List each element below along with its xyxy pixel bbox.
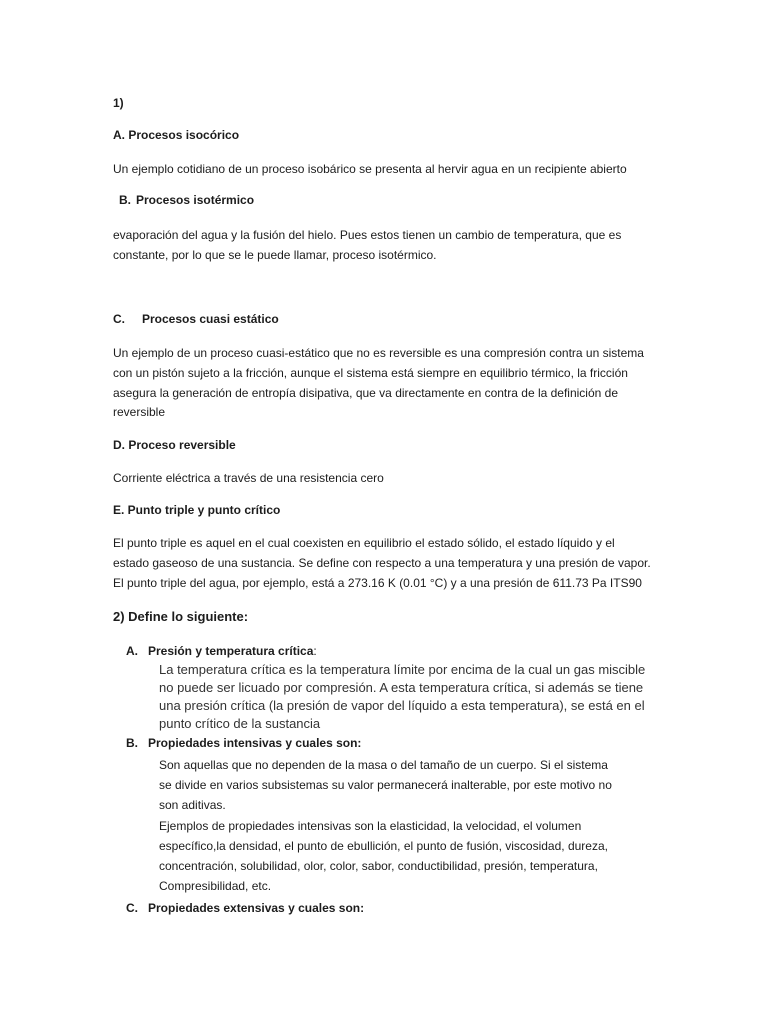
section-e-text-line: El punto triple del agua, por ejemplo, está a 273.16 K (0.01 °C) y a una presión de 611.73 Pa ITS90 [113,576,642,590]
q2-item-b-text-line: Son aquellas que no dependen de la masa o del tamaño de un cuerpo. Si el sistema [159,758,608,772]
section-c-label: C. [113,312,125,326]
q2-item-b-text-line: concentración, solubilidad, olor, color, sabor, conductibilidad, presión, temperatura, [159,859,598,873]
section-b-text-line: evaporación del agua y la fusión del hielo. Pues estos tienen un cambio de temperatura, que es [113,228,622,242]
q2-item-b-text-line: Ejemplos de propiedades intensivas son la elasticidad, la velocidad, el volumen [159,819,582,833]
section-c-text-line: asegura la generación de entropía disipativa, que va directamente en contra de la definición de [113,386,619,400]
q2-item-b-text-line: específico,la densidad, el punto de ebullición, el punto de fusión, viscosidad, dureza, [159,839,608,853]
q2-item-a-text-line: una presión crítica (la presión de vapor del líquido a esta temperatura), se está en el [159,698,645,713]
question-1-number: 1) [113,96,124,110]
section-e-text-line: El punto triple es aquel en el cual coexisten en equilibrio el estado sólido, el estado líquido y el [113,536,615,550]
section-d-text: Corriente eléctrica a través de una resistencia cero [113,471,384,485]
q2-item-a-text-line: no puede ser licuado por compresión. A esta temperatura crítica, si además se tiene [159,680,644,695]
section-b-text-line: constante, por lo que se le puede llamar, proceso isotérmico. [113,248,437,262]
q2-item-a-text-line: La temperatura crítica es la temperatura límite por encima de la cual un gas miscible [159,662,646,677]
q2-item-b-text-line: Compresibilidad, etc. [159,879,272,893]
section-e-heading: E. Punto triple y punto crítico [113,503,281,517]
section-c-heading: Procesos cuasi estático [142,312,279,326]
section-b-heading: Procesos isotérmico [136,193,255,207]
section-b-label: B. [119,193,131,207]
section-d-heading: D. Proceso reversible [113,438,236,452]
q2-item-a-text-line: punto crítico de la sustancia [159,716,321,731]
question-2-heading: 2) Define lo siguiente: [113,609,249,624]
q2-item-a-heading-line [148,641,317,661]
q2-item-a-colon: : [313,644,317,658]
q2-item-b-text-line: son aditivas. [159,798,226,812]
section-c-text-line: Un ejemplo de un proceso cuasi-estático que no es reversible es una compresión contra un sistema [113,346,644,360]
section-c-text-line: reversible [113,405,166,419]
section-c-text-line: con un pistón sujeto a la fricción, aunque el sistema está siempre en equilibrio térmico, la fricción [113,366,628,380]
q2-item-b-label: B. [126,736,138,750]
q2-item-a-label: A. [126,644,138,658]
q2-item-b-text-line: se divide en varios subsistemas su valor permanecerá inalterable, por este motivo no [159,778,612,792]
q2-item-a-heading: Presión y temperatura crítica [148,644,314,658]
q2-item-c-heading: Propiedades extensivas y cuales son: [148,901,365,915]
section-a-heading: A. Procesos isocórico [113,128,240,142]
section-a-text: Un ejemplo cotidiano de un proceso isobárico se presenta al hervir agua en un recipiente abierto [113,162,627,176]
q2-item-c-label: C. [126,901,138,915]
section-e-text-line: estado gaseoso de una sustancia. Se define con respecto a una temperatura y una presión de vapor. [113,556,651,570]
q2-item-b-heading: Propiedades intensivas y cuales son: [148,736,362,750]
